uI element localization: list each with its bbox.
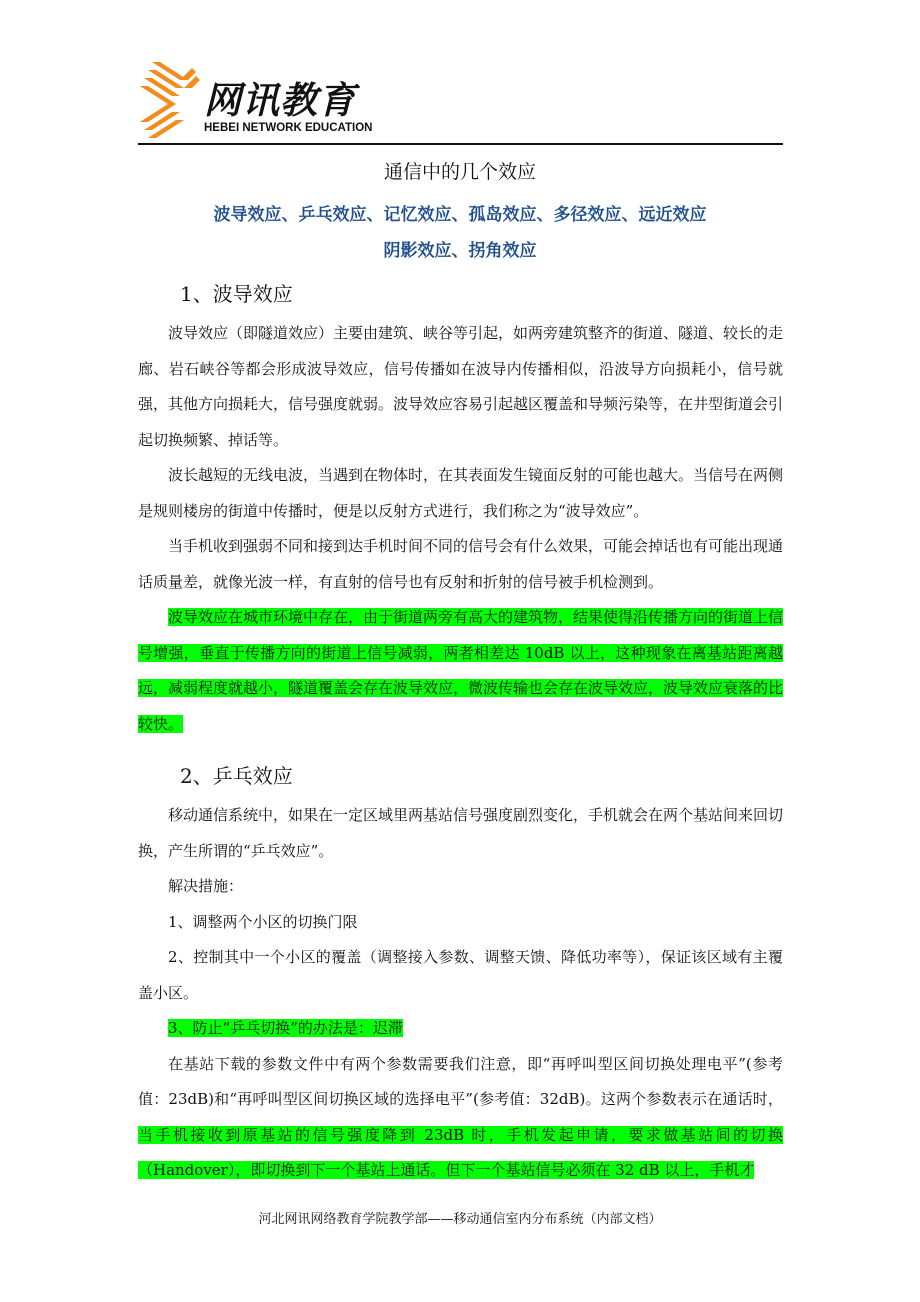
logo-chinese-text: 网讯教育 — [204, 79, 356, 122]
paragraph: 当手机收到强弱不同和接到达手机时间不同的信号会有什么效果，可能会掉话也有可能出现通话质量差，就像光波一样，有直射的信号也有反射和折射的信号被手机检测到。 — [138, 537, 784, 591]
highlighted-paragraph — [138, 1011, 783, 1047]
logo-coil-icon — [138, 62, 206, 140]
section-body-waveguide — [138, 316, 783, 742]
paragraph: 移动通信系统中，如果在一定区域里两基站信号强度剧烈变化，手机就会在两个基站间来回切换，产生所谓的“乒乓效应”。 — [138, 806, 784, 860]
paragraph — [138, 1047, 783, 1189]
document-title: 通信中的几个效应 — [383, 161, 536, 183]
highlight-text: 3、防止“乒乓切换”的办法是：迟滞 — [168, 1019, 403, 1037]
highlight-text: 波导效应在城市环境中存在，由于街道两旁有高大的建筑物，结果使得沿传播方向的街道上信号增强，垂直于传播方向的街道上信号减弱，两者相差达 10dB 以上，这种现象在离基站距离越远，减弱程度就越小，隧道覆盖会存在波导效应，微波传输也会存在波导效应，波导效应衰落的比较快。 — [138, 608, 784, 733]
paragraph: 波长越短的无线电波，当遇到在物体时，在其表面发生镜面反射的可能也越大。当信号在两侧是规则楼房的街道中传播时，便是以反射方式进行，我们称之为“波导效应”。 — [138, 466, 784, 520]
header-divider — [138, 143, 783, 145]
paragraph: 1、调整两个小区的切换门限 — [168, 912, 358, 931]
logo-english-text: HEBEI NETWORK EDUCATION — [204, 122, 373, 134]
highlighted-paragraph — [138, 600, 783, 742]
paragraph: 解决措施： — [168, 877, 244, 895]
subtitle-line-1: 波导效应、乒乓效应、记忆效应、孤岛效应、多径效应、远近效应 — [213, 205, 707, 225]
paragraph-text: 在基站下载的参数文件中有两个参数需要我们注意，即“再呼叫型区间切换处理电平”(参考值：23dB)和“再呼叫型区间切换区域的选择电平”(参考值：32dB)。这两个参数表示在通话时， — [138, 1054, 783, 1108]
paragraph: 波导效应（即隧道效应）主要由建筑、峡谷等引起，如两旁建筑整齐的街道、隧道、较长的走廊、岩石峡谷等都会形成波导效应，信号传播如在波导内传播相似，沿波导方向损耗小，信号就强，其他方向损耗大，信号强度就弱。波导效应容易引起越区覆盖和导频污染等，在井型街道会引起切换频繁、掉话等。 — [138, 324, 784, 449]
page-footer: 河北网讯网络教育学院教学部——移动通信室内分布系统（内部文档） — [258, 1212, 662, 1227]
header-logo — [138, 62, 388, 142]
section-body-pingpong — [138, 798, 783, 1189]
section-heading-waveguide: 1、波导效应 — [180, 282, 293, 306]
highlight-text: 当手机接收到原基站的信号强度降到 23dB 时，手机发起申请，要求做基站间的切换（Handover），即切换到下一个基站上通话。但下一个基站信号必须在 32 dB 以上，手机才 — [138, 1125, 783, 1179]
subtitle-line-2: 阴影效应、拐角效应 — [383, 241, 537, 261]
paragraph: 2、控制其中一个小区的覆盖（调整接入参数、调整天馈、降低功率等），保证该区域有主覆盖小区。 — [138, 948, 783, 1002]
section-heading-pingpong: 2、乒乓效应 — [180, 764, 293, 788]
